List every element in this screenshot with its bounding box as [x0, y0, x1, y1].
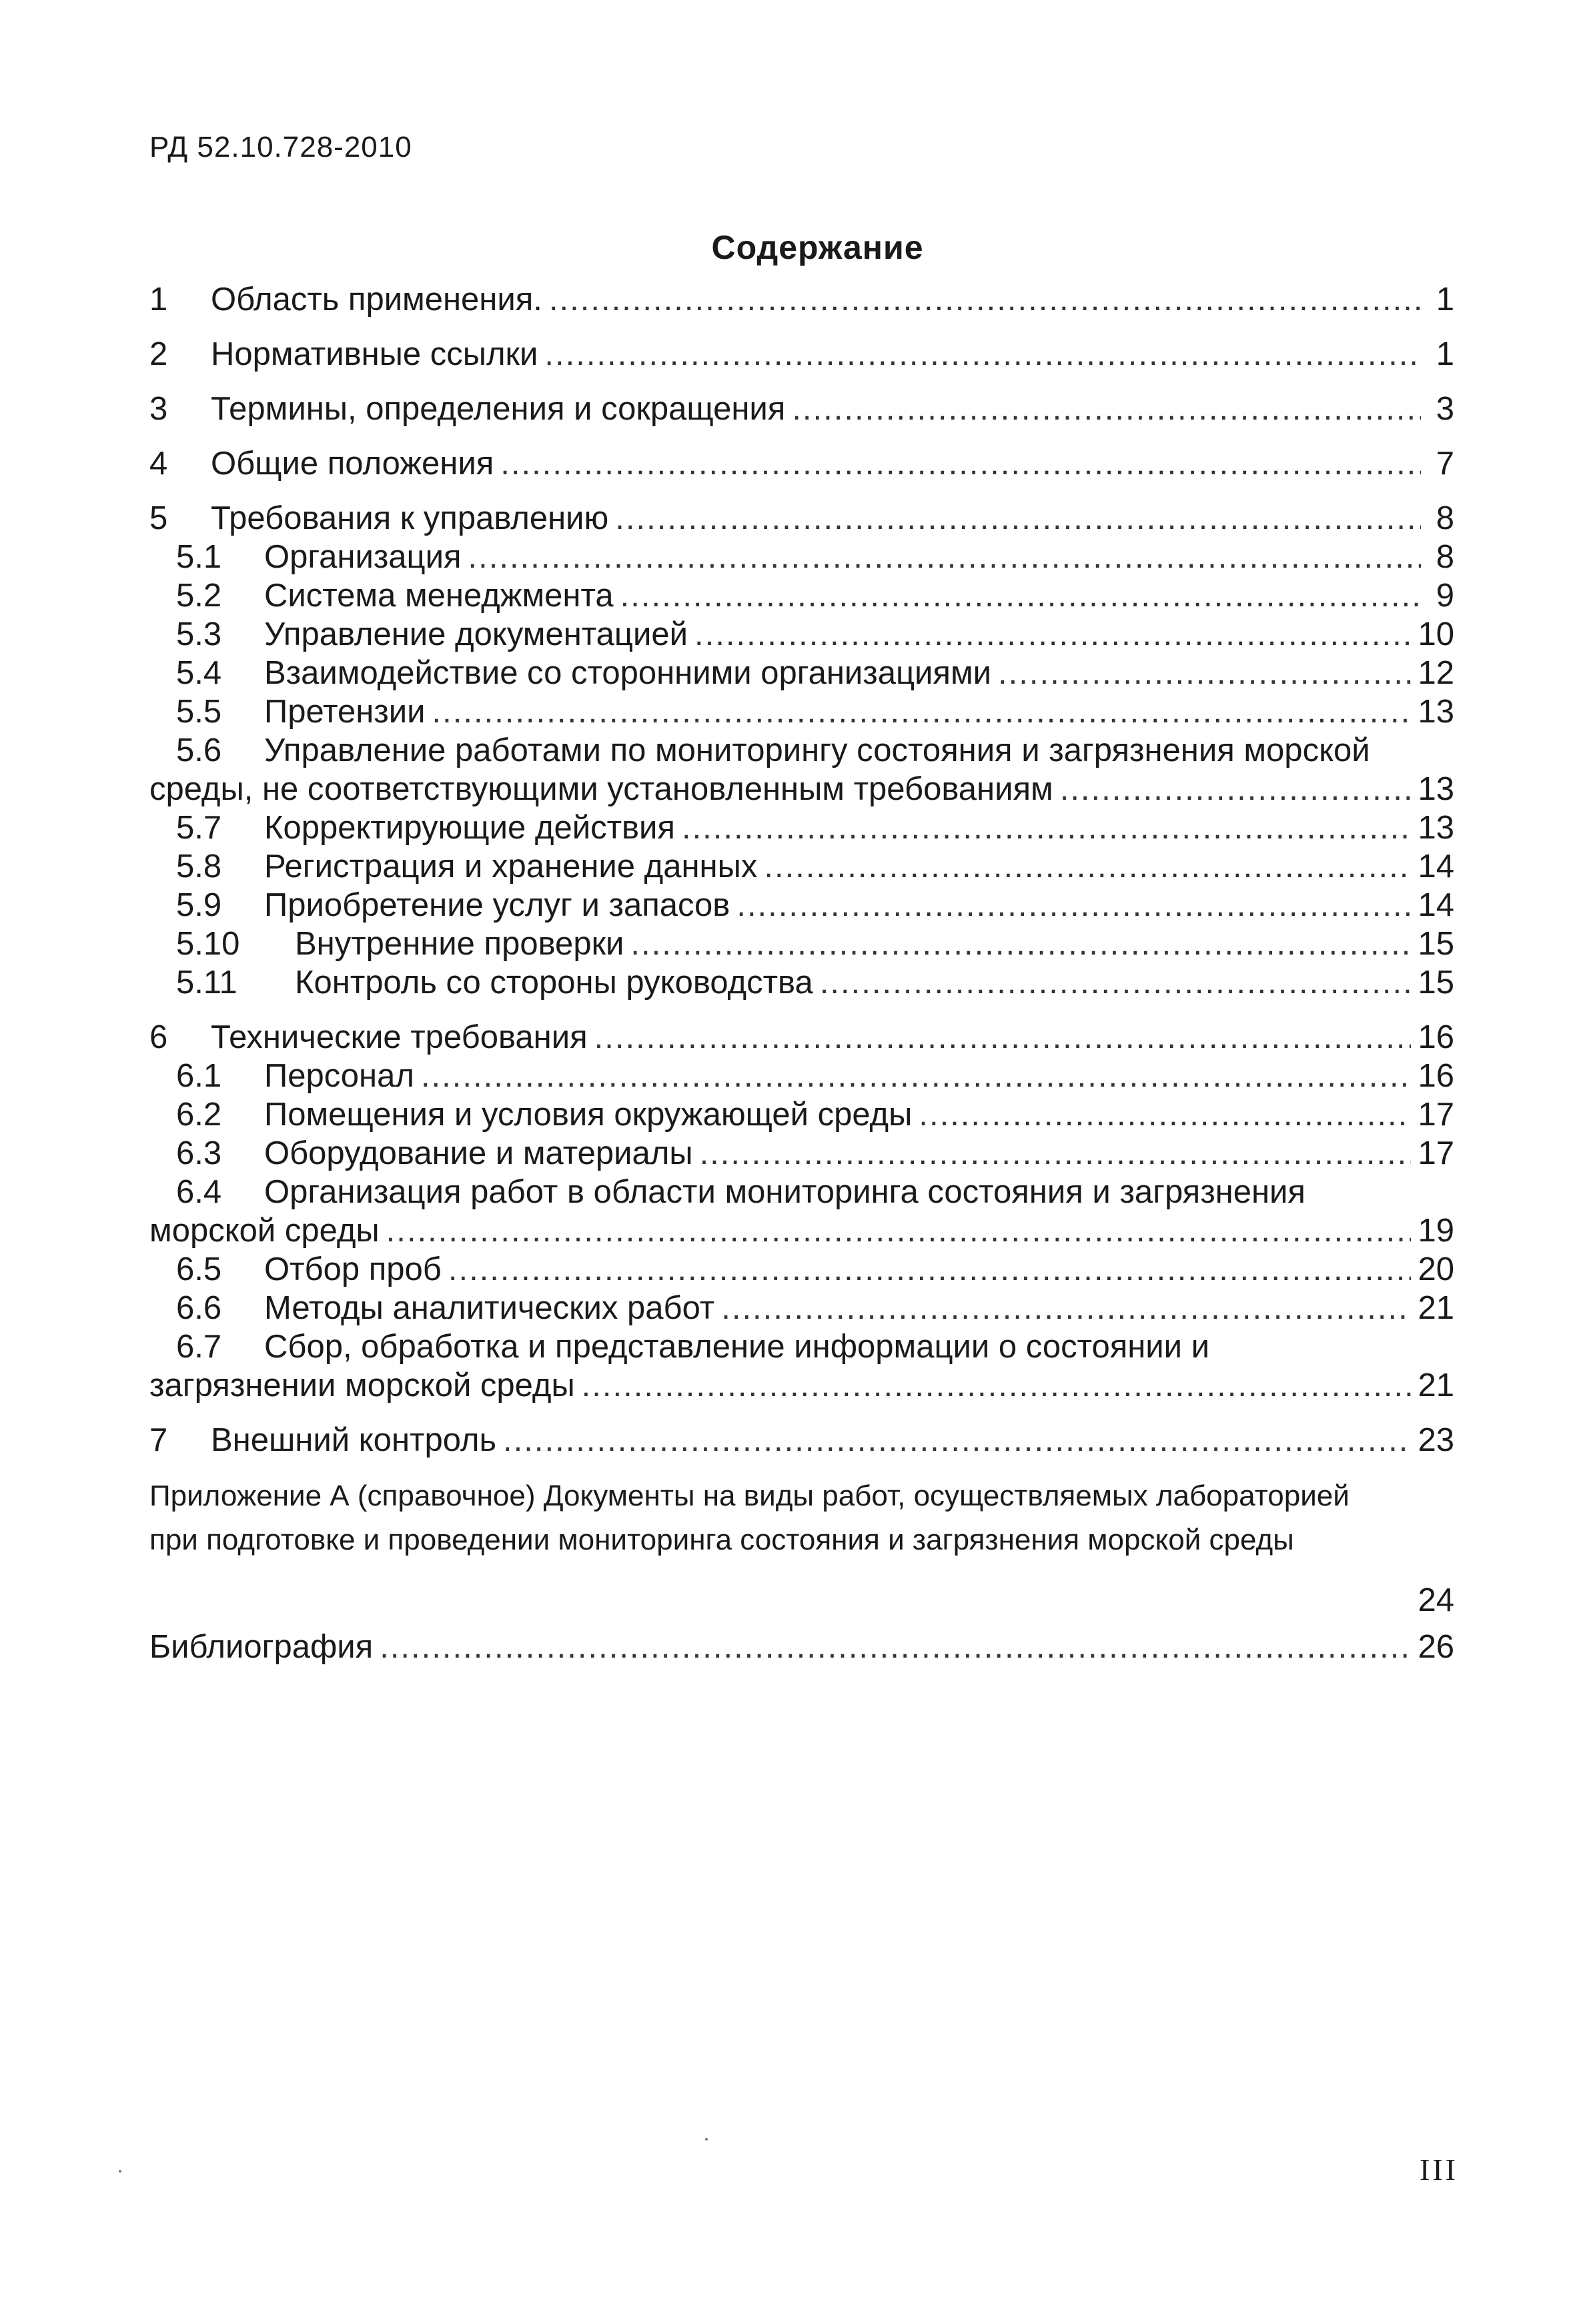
toc-entry-title: Контроль со стороны руководства: [295, 965, 813, 1001]
toc-entry-page: 13: [1418, 810, 1454, 846]
toc-entry-5-10[interactable]: [149, 925, 1454, 963]
toc-leader-dots: [549, 280, 1421, 319]
toc-entry-number: 5.2: [176, 578, 222, 614]
toc-entry-6-6[interactable]: [149, 1289, 1454, 1327]
toc-entry-title: Организация работ в области мониторинга состояния и загрязнения: [264, 1174, 1305, 1210]
toc-entry-page: 26: [1418, 1629, 1454, 1665]
toc-entry-page: 23: [1418, 1422, 1454, 1458]
toc-entry-5-7[interactable]: [149, 808, 1454, 847]
toc-leader-dots: [544, 335, 1421, 374]
toc-entry-6-1[interactable]: [149, 1057, 1454, 1095]
toc-entry-page: 9: [1436, 578, 1454, 614]
toc-entry-title: Система менеджмента: [264, 578, 614, 614]
toc-leader-dots: [764, 847, 1411, 886]
toc-leader-dots: [919, 1095, 1411, 1134]
appendix-title-line-1: Приложение А (справочное) Документы на виды работ, осуществляемых лабораторией: [149, 1480, 1350, 1512]
toc-entry-page: 19: [1418, 1213, 1454, 1249]
toc-leader-dots: [736, 886, 1411, 925]
table-of-contents: [149, 280, 1454, 1460]
toc-leader-dots: [468, 538, 1421, 576]
toc-entry-title: Приобретение услуг и запасов: [264, 887, 730, 923]
toc-leader-dots: [421, 1057, 1412, 1095]
toc-entry-number: 5.10: [176, 926, 240, 962]
toc-entry-page: 8: [1436, 500, 1454, 536]
toc-title: Содержание: [711, 229, 924, 266]
toc-entry-title: Нормативные ссылки: [211, 336, 538, 372]
toc-entry-title: Технические требования: [211, 1019, 588, 1055]
toc-leader-dots: [721, 1289, 1411, 1327]
toc-entry-5-11[interactable]: [149, 963, 1454, 1002]
toc-entry-page: 21: [1418, 1367, 1454, 1403]
toc-leader-dots: [503, 1421, 1411, 1460]
toc-leader-dots: [630, 925, 1411, 963]
toc-leader-dots: [792, 390, 1421, 428]
toc-entry-title: Методы аналитических работ: [264, 1290, 715, 1326]
toc-entry-page: 20: [1418, 1251, 1454, 1287]
toc-entry-number: 5.6: [176, 732, 222, 768]
toc-entry-title: Область применения.: [211, 281, 542, 318]
toc-entry-title: Регистрация и хранение данных: [264, 848, 758, 885]
toc-leader-dots: [448, 1250, 1412, 1289]
toc-entry-page: 13: [1418, 694, 1454, 730]
toc-entry-title: Внутренние проверки: [295, 926, 624, 962]
toc-entry-number: 7: [149, 1422, 168, 1458]
appendix-title-line-2: при подготовке и проведении мониторинга состояния и загрязнения морской среды: [149, 1524, 1294, 1556]
toc-entry-5[interactable]: [149, 499, 1454, 538]
page-number: III: [1420, 2153, 1458, 2187]
toc-leader-dots: [582, 1366, 1412, 1405]
toc-leader-dots: [386, 1211, 1412, 1250]
toc-entry-page: 17: [1418, 1097, 1454, 1133]
toc-entry-4[interactable]: [149, 444, 1454, 483]
toc-entry-title: Внешний контроль: [211, 1422, 497, 1458]
toc-entry-page: 15: [1418, 965, 1454, 1001]
toc-entry-title: Управление документацией: [264, 616, 688, 652]
toc-entry-title: Требования к управлению: [211, 500, 609, 536]
toc-entry-number: 6.1: [176, 1058, 222, 1094]
toc-entry-bibliography[interactable]: [149, 1628, 1454, 1666]
toc-entry-number: 5.11: [176, 965, 237, 1001]
toc-entry-number: 5.5: [176, 694, 222, 730]
toc-entry-page: 16: [1418, 1058, 1454, 1094]
toc-entry-page: 15: [1418, 926, 1454, 962]
toc-entry-number: 2: [149, 336, 168, 372]
toc-entry-5-9[interactable]: [149, 886, 1454, 925]
toc-entry-number: 3: [149, 391, 168, 427]
toc-entry-title-cont: среды, не соответствующими установленным требованиям: [149, 771, 1053, 807]
toc-entry-6-7[interactable]: [149, 1327, 1454, 1366]
toc-entry-6-4-cont[interactable]: [149, 1211, 1454, 1250]
scan-speck: [119, 2170, 121, 2173]
toc-entry-page: 13: [1418, 771, 1454, 807]
toc-entry-appendix-a[interactable]: [149, 1474, 1454, 1622]
toc-entry-number: 5.9: [176, 887, 222, 923]
toc-entry-title: Отбор проб: [264, 1251, 442, 1287]
toc-entry-5-4[interactable]: [149, 654, 1454, 692]
toc-entry-number: 6.3: [176, 1135, 222, 1171]
appendix-page: 24: [1418, 1582, 1454, 1618]
toc-leader-dots: [998, 654, 1411, 692]
toc-entry-5-3[interactable]: [149, 615, 1454, 654]
toc-entry-number: 5.7: [176, 810, 222, 846]
toc-leader-dots: [694, 615, 1411, 654]
toc-entry-page: 16: [1418, 1019, 1454, 1055]
toc-entry-title: Помещения и условия окружающей среды: [264, 1097, 913, 1133]
toc-entry-7[interactable]: [149, 1421, 1454, 1460]
toc-entry-6-7-cont[interactable]: [149, 1366, 1454, 1405]
toc-entry-title: Корректирующие действия: [264, 810, 675, 846]
toc-entry-6-4[interactable]: [149, 1173, 1454, 1211]
toc-entry-number: 4: [149, 446, 168, 482]
toc-entry-title: Оборудование и материалы: [264, 1135, 693, 1171]
toc-leader-dots: [615, 499, 1421, 538]
toc-entry-2[interactable]: [149, 335, 1454, 374]
toc-leader-dots: [700, 1134, 1412, 1173]
toc-entry-page: 21: [1418, 1290, 1454, 1326]
toc-entry-5-6-cont[interactable]: [149, 770, 1454, 808]
toc-leader-dots: [432, 692, 1412, 731]
toc-entry-number: 6.5: [176, 1251, 222, 1287]
toc-entry-page: 3: [1436, 391, 1454, 427]
toc-entry-page: 17: [1418, 1135, 1454, 1171]
toc-entry-page: 7: [1436, 446, 1454, 482]
toc-leader-dots: [820, 963, 1412, 1002]
toc-entry-title-cont: морской среды: [149, 1213, 380, 1249]
toc-entry-title: Претензии: [264, 694, 426, 730]
toc-entry-number: 5.8: [176, 848, 222, 885]
toc-entry-page: 10: [1418, 616, 1454, 652]
toc-entry-1[interactable]: [149, 280, 1454, 319]
toc-entry-title: Персонал: [264, 1058, 414, 1094]
toc-entry-5-1[interactable]: [149, 538, 1454, 576]
toc-entry-page: 8: [1436, 539, 1454, 575]
toc-entry-number: 5.1: [176, 539, 222, 575]
toc-entry-5-8[interactable]: [149, 847, 1454, 886]
toc-leader-dots: [1060, 770, 1412, 808]
toc-entry-title-cont: загрязнении морской среды: [149, 1367, 575, 1403]
scan-speck: [705, 2138, 708, 2141]
toc-entry-5-2[interactable]: [149, 576, 1454, 615]
toc-leader-dots: [620, 576, 1421, 615]
toc-leader-dots: [594, 1018, 1412, 1057]
toc-entry-number: 6.6: [176, 1290, 222, 1326]
toc-entry-title: Организация: [264, 539, 462, 575]
toc-entry-number: 6: [149, 1019, 168, 1055]
toc-entry-page: 1: [1436, 336, 1454, 372]
toc-entry-3[interactable]: [149, 390, 1454, 428]
toc-entry-title: Общие положения: [211, 446, 494, 482]
toc-entry-page: 1: [1436, 281, 1454, 318]
toc-entry-number: 6.2: [176, 1097, 222, 1133]
toc-entry-title: Сбор, обработка и представление информации о состоянии и: [264, 1329, 1210, 1365]
toc-entry-6-3[interactable]: [149, 1134, 1454, 1173]
toc-entry-title: Взаимодействие со сторонними организациями: [264, 655, 992, 691]
toc-entry-page: 12: [1418, 655, 1454, 691]
toc-entry-5-5[interactable]: [149, 692, 1454, 731]
toc-entry-6-2[interactable]: [149, 1095, 1454, 1134]
toc-leader-dots: [380, 1628, 1411, 1666]
document-code: РД 52.10.728-2010: [149, 131, 412, 163]
toc-entry-number: 6.4: [176, 1174, 222, 1210]
toc-entry-title: Библиография: [149, 1629, 374, 1665]
toc-entry-title: Термины, определения и сокращения: [211, 391, 786, 427]
toc-entry-title: Управление работами по мониторингу состояния и загрязнения морской: [264, 732, 1370, 768]
toc-entry-number: 5.4: [176, 655, 222, 691]
toc-entry-page: 14: [1418, 848, 1454, 885]
toc-entry-number: 5.3: [176, 616, 222, 652]
toc-entry-number: 1: [149, 281, 168, 318]
toc-entry-number: 6.7: [176, 1329, 222, 1365]
toc-leader-dots: [682, 808, 1412, 847]
toc-entry-5-6[interactable]: [149, 731, 1454, 770]
toc-entry-6-5[interactable]: [149, 1250, 1454, 1289]
toc-entry-number: 5: [149, 500, 168, 536]
toc-entry-6[interactable]: [149, 1018, 1454, 1057]
toc-leader-dots: [500, 444, 1421, 483]
toc-entry-page: 14: [1418, 887, 1454, 923]
